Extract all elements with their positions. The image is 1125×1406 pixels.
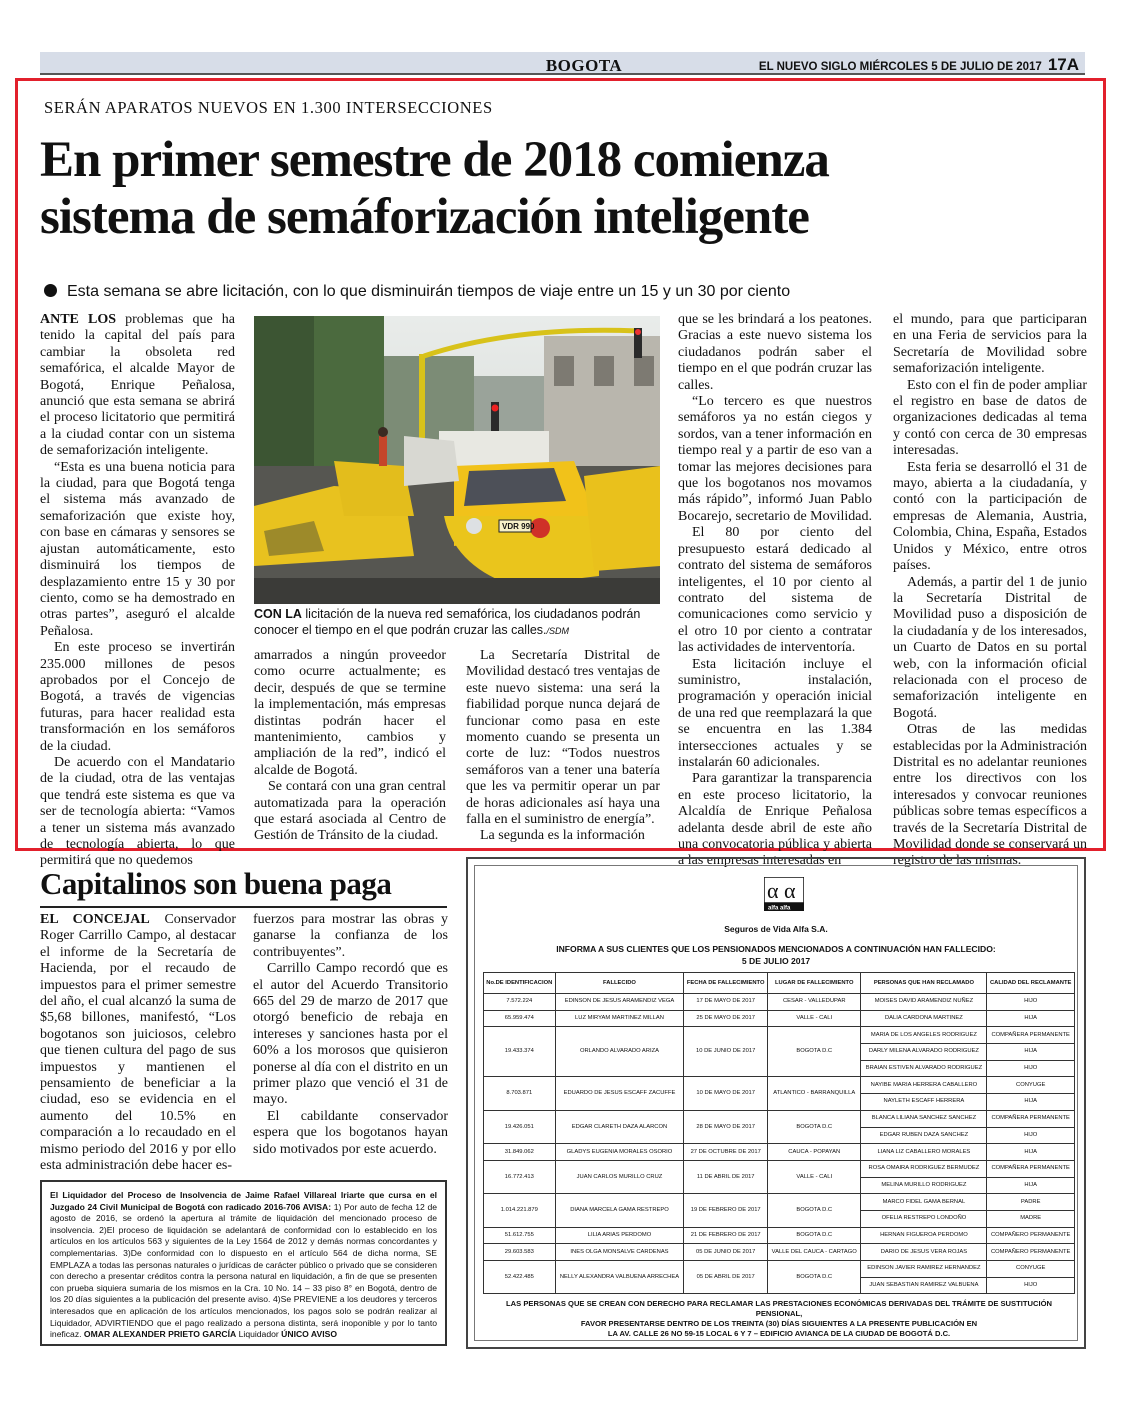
paragraph-text: La segunda es la información — [480, 828, 645, 844]
table-cell: JUAN CARLOS MURILLO CRUZ — [555, 1160, 684, 1193]
paragraph-text: Conservador Roger Carrillo Campo, al destacar el informe de la Secretaría de Hacienda, por el recaudo de impuestos para el primer semestre del año, el cual alcanzó la suma de $5,68 billones, manifestó, “Los bogotanos son juiciosos, celebro que tienen cultura del pago de sus impuestos y mantienen el pensamiento de beneficiar a la ciudad, eso se evidencia en el aumento del 10.5% en comparación a lo recaudado en el mismo periodo del 2016 y por ello esta administración debe hacer es- — [40, 912, 236, 1174]
article-paragraph — [893, 722, 1087, 870]
table-cell: EDUARDO DE JESUS ESCAFF ZACUFFE — [555, 1077, 684, 1110]
table-header-row — [484, 973, 1075, 994]
table-cell: ORLANDO ALVARADO ARIZA — [555, 1027, 684, 1077]
ad-announcement: INFORMA A SUS CLIENTES QUE LOS PENSIONADOS MENCIONADOS A CONTINUACIÓN HAN FALLECIDO: — [556, 944, 996, 954]
second-column-2 — [253, 912, 448, 1158]
ad-date: 5 DE JULIO 2017 — [741, 956, 811, 966]
table-cell: 19 DE FEBRERO DE 2017 — [684, 1194, 768, 1227]
notice-intro: El Liquidador del Proceso de Insolvencia de Jaime Rafael Villareal Iriarte que cursa en el Juzgado 24 Civil Municipal de Bogotá con radicado 2016-706 AVISA: — [50, 1190, 437, 1212]
table-cell: 51.612.755 — [484, 1227, 556, 1244]
table-cell: OFELIA RESTREPO LONDOÑO — [861, 1210, 987, 1227]
table-header-cell: PERSONAS QUE HAN RECLAMADO — [861, 973, 987, 994]
plate-text: VDR 990 — [502, 522, 535, 531]
kicker: SERÁN APARATOS NUEVOS EN 1.300 INTERSECCIONES — [44, 98, 493, 117]
table-cell: 52.422.485 — [484, 1261, 556, 1294]
article-column-3 — [678, 312, 872, 870]
table-cell: LIANA LIZ CABALLERO MORALES — [861, 1144, 987, 1161]
table-row — [484, 1227, 1075, 1244]
traffic-photo — [254, 316, 660, 604]
article-paragraph — [253, 912, 448, 961]
table-cell: BOGOTA D.C — [768, 1110, 861, 1143]
article-paragraph — [678, 657, 872, 772]
paragraph-text: que se les brindará a los peatones. Gracias a este nuevo sistema los ciudadanos podrán saber el tiempo en el que podrán cruzar las calles. — [678, 312, 872, 393]
table-header-cell: FECHA DE FALLECIMIENTO — [684, 973, 768, 994]
article-paragraph — [40, 640, 235, 755]
dateline — [759, 55, 1079, 75]
paragraph-text: el mundo, para que participaran en una Feria de servicios para la Secretaría de Movilidad sobre semaforización inteligente. — [893, 312, 1087, 377]
table-cell: HIJO — [987, 1277, 1075, 1294]
insurance-notice-ad — [466, 857, 1086, 1349]
table-row — [484, 994, 1075, 1011]
paragraph-text: La Secretaría Distrital de Movilidad destacó tres ventajas de este nuevo sistema: una será la fiabilidad porque nunca dejará de funcionar como pasa en este momento cuando se presenta un corte de luz: “Todos nuestros semáforos van a tener una batería que les va permitir operar un par de horas adicionales así haya una falla en el suministro de energía”. — [466, 648, 660, 828]
subheadline-text: Esta semana se abre licitación, con lo que disminuirán tiempos de viaje entre un 15 y un 30 por ciento — [67, 283, 791, 300]
paragraph-text: fuerzos para mostrar las obras y ganarse la confianza de los contribuyentes”. — [253, 912, 448, 960]
table-cell: MELINA MURILLO RODRIGUEZ — [861, 1177, 987, 1194]
headline-line-1: En primer semestre de 2018 comienza — [40, 132, 829, 188]
traffic-illustration — [254, 316, 660, 604]
table-header-cell: LUGAR DE FALLECIMIENTO — [768, 973, 861, 994]
table-cell: LUZ MIRYAM MARTINEZ MILLAN — [555, 1010, 684, 1027]
table-cell: EDINSON JAVIER RAMIREZ HERNANDEZ — [861, 1261, 987, 1278]
table-cell: 27 DE OCTUBRE DE 2017 — [684, 1144, 768, 1161]
article-paragraph — [678, 525, 872, 656]
table-cell: 31.849.062 — [484, 1144, 556, 1161]
paragraph-lead: ANTE LOS — [40, 312, 116, 327]
notice-role: Liquidador — [238, 1329, 279, 1340]
table-cell: COMPAÑERO PERMANENTE — [987, 1227, 1075, 1244]
notice-signature: OMAR ALEXANDER PRIETO GARCÍA — [83, 1329, 237, 1340]
page-header — [40, 52, 1085, 75]
table-cell: BOGOTA D.C — [768, 1027, 861, 1077]
table-header-cell: CALIDAD DEL RECLAMANTE — [987, 973, 1075, 994]
paragraph-text: amarrados a ningún proveedor como ocurre actualmente; es decir, después de que se termine la implementación, más empresas distintas podrán hacer el mantenimiento, cambios y ampliación de la red”, indicó el alcalde de Bogotá. — [254, 648, 446, 778]
table-cell: COMPAÑERA PERMANENTE — [987, 1160, 1075, 1177]
table-cell: HIJA — [987, 1094, 1075, 1111]
table-cell: PADRE — [987, 1194, 1075, 1211]
logo-text: alfa alfa — [768, 905, 791, 911]
table-cell: HIJA — [987, 1044, 1075, 1061]
article-paragraph — [893, 312, 1087, 378]
paragraph-text: Esta licitación incluye el suministro, instalación, programación y operación inicial de una red que reemplazará la que se encuentra en las 1.384 intersecciones actuales y se instalarán 60 adicionales. — [678, 656, 872, 770]
caption-text: licitación de la nueva red semafórica, los ciudadanos podrán conocer el tiempo en el que podrán cruzar las calles. — [254, 607, 641, 637]
table-cell: DARIO DE JESUS VERA ROJAS — [861, 1244, 987, 1261]
table-cell: NAYIBE MARIA HERRERA CABALLERO — [861, 1077, 987, 1094]
article-paragraph — [253, 1109, 448, 1158]
ad-footer-line-3: LA AV. CALLE 26 NO 59-15 LOCAL 6 Y 7 – EDIFICIO AVIANCA DE LA CIUDAD DE BOGOTÁ D.C. — [607, 1329, 951, 1338]
table-cell: 19.433.374 — [484, 1027, 556, 1077]
table-cell: HIJO — [987, 994, 1075, 1011]
table-cell: VALLE - CALI — [768, 1010, 861, 1027]
article-paragraph — [254, 779, 446, 845]
table-cell: DALIA CARDONA MARTINEZ — [861, 1010, 987, 1027]
paragraph-text: De acuerdo con el Mandatario de la ciudad, otra de las ventajas que tendrá este sistema es que va ser de tecnología abierta: “Vamos a tener un sistema más avanzado de tecnología abierta, lo que permitirá que no quedemos — [40, 754, 235, 869]
notice-body: 1) Por auto de fecha 12 de agosto de 2016, se ordenó la apertura al trámite de liquidación del mencionado proceso de insolvencia. 2)El proceso de liquidación se adelantará de conformidad con lo establecido en los artículos en los artículos 563 y siguientes de la Ley 1564 de 2012 y demás normas concordantes y complementarias. 3)De conformidad con lo dispuesto en el artículo 564 de dicha norma, SE EMPLAZA a todas las personas naturales o jurídicas de carácter público o privado que se consideren con derecho a presentar créditos contra la persona natural en liquidación, a fin de que se presenten con prueba siquiera sumaria de los mismos en la Cra. 10 No. 14 – 33 piso 8° en Bogotá, dentro de los 20 días siguientes a la publicación del presente aviso. 4)Se PREVIENE a los deudores y terceros interesados que en aplicación de los artículos mencionados, los pagos solo se podrán realizar al Liquidador, ADVIRTIENDO que el pago realizado a persona distinta, será inoponible y por lo tanto ineficaz. — [50, 1201, 437, 1340]
second-headline: Capitalinos son buena paga — [40, 866, 447, 908]
table-cell: HIJA — [987, 1010, 1075, 1027]
dateline-text: EL NUEVO SIGLO MIÉRCOLES 5 DE JULIO DE 2017 — [758, 61, 1042, 73]
table-row — [484, 1144, 1075, 1161]
table-cell: 10 DE JUNIO DE 2017 — [684, 1027, 768, 1077]
table-cell: BOGOTA D.C — [768, 1261, 861, 1294]
table-cell: BOGOTA D.C — [768, 1194, 861, 1227]
table-cell: COMPAÑERA PERMANENTE — [987, 1110, 1075, 1127]
paragraph-text: Para garantizar la transparencia en este proceso licitatorio, la Alcaldía de Enrique Peñalosa adelanta desde abril de este año una convocatoria pública y abierta a las empresas interesadas en — [678, 771, 872, 869]
legal-notice — [40, 1180, 447, 1346]
table-row — [484, 1244, 1075, 1261]
table-body — [484, 994, 1075, 1294]
table-cell: 10 DE MAYO DE 2017 — [684, 1077, 768, 1110]
table-row — [484, 1027, 1075, 1044]
article-paragraph — [40, 312, 235, 460]
paragraph-text: “Lo tercero es que nuestros semáforos ya no están ciegos y sordos, van a tener información en tiempo real y a partir de eso van a tomar las mejores decisiones para que los bogotanos nos movamos más rápido”, informó Juan Pablo Bocarejo, secretario de Movilidad. — [678, 394, 872, 524]
table-row — [484, 1110, 1075, 1127]
table-cell: 28 DE MAYO DE 2017 — [684, 1110, 768, 1143]
article-paragraph — [678, 312, 872, 394]
article-column-2b — [466, 648, 660, 845]
paragraph-text: Carrillo Campo recordó que es el autor del Acuerdo Transitorio 665 del 29 de marzo de 2017 que otorgó beneficio de rebaja en intereses y sanciones hasta por el 60% a los morosos que quisieron ponerse al día con el distrito en un primer plazo que venció el 31 de mayo. — [253, 961, 448, 1108]
paragraph-text: El 80 por ciento del presupuesto estará dedicado al contrato del sistema de semáforos inteligentes, el 10 por ciento al contrato del sistema de comunicaciones como servicio y el otro 10 por ciento a contratar las actividades de interventoría. — [678, 525, 872, 656]
caption-lead: CON LA — [254, 607, 302, 621]
deceased-table — [483, 972, 1075, 1294]
table-cell: CONYUGE — [987, 1261, 1075, 1278]
table-cell: 7.572.224 — [484, 994, 556, 1011]
notice-tag: ÚNICO AVISO — [281, 1329, 338, 1340]
table-header-cell: No.DE IDENTIFICACION — [484, 973, 556, 994]
table-row — [484, 1077, 1075, 1094]
paragraph-text: Esto con el fin de poder ampliar el registro en base de datos de organizaciones dedicadas al tema y contó con cerca de 30 empresas interesadas. — [893, 377, 1087, 459]
paragraph-lead: EL CONCEJAL — [40, 912, 150, 927]
section-name: BOGOTA — [545, 56, 623, 75]
table-cell: 16.772.413 — [484, 1160, 556, 1193]
article-column-4 — [893, 312, 1087, 870]
table-cell: MARIA DE LOS ANGELES RODRIGUEZ — [861, 1027, 987, 1044]
table-cell: GLADYS EUGENIA MORALES OSORIO — [555, 1144, 684, 1161]
table-cell: 19.426.051 — [484, 1110, 556, 1143]
paragraph-text: Se contará con una gran central automatizada para la operación que estará asociada al Centro de Gestión de Tránsito de la ciudad. — [254, 779, 446, 844]
table-cell: HIJO — [987, 1060, 1075, 1077]
table-cell: 21 DE FEBRERO DE 2017 — [684, 1227, 768, 1244]
table-cell: LILIA ARIAS PERDOMO — [555, 1227, 684, 1244]
article-paragraph — [893, 460, 1087, 575]
table-cell: 05 DE ABRIL DE 2017 — [684, 1261, 768, 1294]
ad-footer — [483, 1299, 1075, 1339]
article-paragraph — [893, 575, 1087, 723]
table-header-cell: FALLECIDO — [555, 973, 684, 994]
headline-line-2: sistema de semáforización inteligente — [40, 189, 809, 245]
table-cell: CESAR - VALLEDUPAR — [768, 994, 861, 1011]
table-cell: CAUCA - POPAYAN — [768, 1144, 861, 1161]
caption-credit: /SDM — [546, 625, 570, 636]
table-cell: CONYUGE — [987, 1077, 1075, 1094]
table-cell: ATLANTICO - BARRANQUILLA — [768, 1077, 861, 1110]
article-paragraph — [40, 912, 236, 1175]
table-cell: 29.603.583 — [484, 1244, 556, 1261]
table-cell: 1.014.221.879 — [484, 1194, 556, 1227]
article-paragraph — [466, 648, 660, 828]
page-number: 17A — [1047, 55, 1079, 74]
paragraph-text: Otras de las medidas establecidas por la Administración Distrital es no adelantar reuniones entre los directivos con los interesados y convocar reuniones públicas sobre temas específicos a través de la Secretaría Distrital de Movilidad donde se conservará un registro de las mismas. — [893, 722, 1087, 869]
table-cell: MARCO FIDEL GAMA BERNAL — [861, 1194, 987, 1211]
table-cell: 8.703.871 — [484, 1077, 556, 1110]
paragraph-text: problemas que ha tenido la capital del país para cambiar la obsoleta red semafórica, el alcalde Mayor de Bogotá, Enrique Peñalosa, anunció que esta semana se abrirá el proceso licitatorio que permitirá a la ciudad contar con un sistema de semaforización inteligente. — [40, 312, 236, 459]
table-cell: EDINSON DE JESUS ARAMENDIZ VEGA — [555, 994, 684, 1011]
table-cell: EDGAR CLARETH DAZA ALARCON — [555, 1110, 684, 1143]
table-row — [484, 1261, 1075, 1278]
table-cell: 05 DE JUNIO DE 2017 — [684, 1244, 768, 1261]
table-cell: HIJA — [987, 1144, 1075, 1161]
table-cell: NELLY ALEXANDRA VALBUENA ARRECHEA — [555, 1261, 684, 1294]
table-row — [484, 1010, 1075, 1027]
table-cell: NAYLETH ESCAFF HERRERA — [861, 1094, 987, 1111]
svg-text:α: α — [767, 878, 779, 903]
article-column-1 — [40, 312, 235, 870]
paragraph-text: El cabildante conservador espera que los bogotanos hayan sido motivados por este acuerdo. — [253, 1108, 448, 1157]
paragraph-text: En este proceso se invertirán 235.000 millones de pesos aprobados por el Concejo de Bogotá, a través de vigencias futuras, para hacer realidad esta transformación en los semáforos de la ciudad. — [40, 640, 235, 754]
table-cell: COMPAÑERO PERMANENTE — [987, 1244, 1075, 1261]
subheadline — [44, 283, 790, 301]
table-cell: HIJO — [987, 1127, 1075, 1144]
svg-text:α: α — [784, 878, 796, 903]
table-cell: 25 DE MAYO DE 2017 — [684, 1010, 768, 1027]
table-cell: 11 DE ABRIL DE 2017 — [684, 1160, 768, 1193]
article-paragraph — [254, 648, 446, 779]
article-paragraph — [40, 460, 235, 640]
table-row — [484, 1160, 1075, 1177]
article-paragraph — [678, 771, 872, 869]
article-paragraph — [253, 961, 448, 1109]
headline — [40, 132, 1090, 246]
table-cell: BOGOTA D.C — [768, 1227, 861, 1244]
table-cell: MOISES DAVID ARAMENDIZ NUÑEZ — [861, 994, 987, 1011]
table-cell: ROSA OMAIRA RODRIGUEZ BERMUDEZ — [861, 1160, 987, 1177]
table-cell: JUAN SEBASTIAN RAMIREZ VALBUENA — [861, 1277, 987, 1294]
photo-caption — [254, 607, 660, 639]
table-cell: HIJA — [987, 1177, 1075, 1194]
table-cell: BRAIAN ESTIVEN ALVARADO RODRIGUEZ — [861, 1060, 987, 1077]
article-column-2a — [254, 648, 446, 845]
table-cell: BLANCA LILIANA SANCHEZ SANCHEZ — [861, 1110, 987, 1127]
ad-footer-line-2: FAVOR PRESENTARSE DENTRO DE LOS TREINTA (30) DÍAS SIGUIENTES A LA PRESENTE PUBLICACIÓN EN — [580, 1319, 978, 1328]
table-cell: INES OLGA MONSALVE CARDENAS — [555, 1244, 684, 1261]
table-cell: 65.959.474 — [484, 1010, 556, 1027]
table-cell: 17 DE MAYO DE 2017 — [684, 994, 768, 1011]
article-paragraph — [466, 828, 660, 844]
ad-inner-frame — [474, 865, 1078, 1341]
bullet-icon — [44, 284, 57, 297]
table-row — [484, 1194, 1075, 1211]
table-cell: VALLE DEL CAUCA - CARTAGO — [768, 1244, 861, 1261]
table-cell: COMPAÑERA PERMANENTE — [987, 1027, 1075, 1044]
paragraph-text: “Esta es una buena noticia para la ciudad, para que Bogotá tenga el sistema más avanzado de semaforización que existe hoy, con base en cámaras y sensores se ajustan automáticamente, esto disminuirá los tiempos de desplazamiento entre 15 y 30 por ciento, como se ha demostrado en otras partes”, aseguró el alcalde Peñalosa. — [40, 459, 235, 639]
table-cell: EDGAR RUBEN DAZA SANCHEZ — [861, 1127, 987, 1144]
table-cell: DARLY MILENA ALVARADO RODRIGUEZ — [861, 1044, 987, 1061]
second-column-1 — [40, 912, 236, 1175]
ad-footer-line-1: LAS PERSONAS QUE SE CREAN CON DERECHO PARA RECLAMAR LAS PRESTACIONES ECONÓMICAS DERIVADAS DEL TRÁMITE DE SUSTITUCIÓN PENSIONAL, — [506, 1299, 1052, 1318]
table-cell: MADRE — [987, 1210, 1075, 1227]
company-name: Seguros de Vida Alfa S.A. — [724, 924, 828, 934]
paragraph-text: Esta feria se desarrolló el 31 de mayo, abierta a la ciudadanía, y contó con la participación de empresas de Alemania, Austria, Colombia, China, España, Estados Unidos y México, entre otros países. — [893, 459, 1087, 574]
article-paragraph — [678, 394, 872, 525]
article-paragraph — [893, 378, 1087, 460]
table-cell: HERNAN FIGUEROA PERDOMO — [861, 1227, 987, 1244]
alfa-logo-icon — [764, 877, 804, 911]
table-cell: VALLE - CALI — [768, 1160, 861, 1193]
paragraph-text: Además, a partir del 1 de junio la Secretaría Distrital de Movilidad puso a disposición de la ciudadanía y de los interesados, un Cuarto de Datos en su portal web, con la información oficial relacionada con el proceso de semaforización inteligente en Bogotá. — [893, 574, 1087, 721]
article-paragraph — [40, 755, 235, 870]
table-cell: DIANA MARCELA GAMA RESTREPO — [555, 1194, 684, 1227]
